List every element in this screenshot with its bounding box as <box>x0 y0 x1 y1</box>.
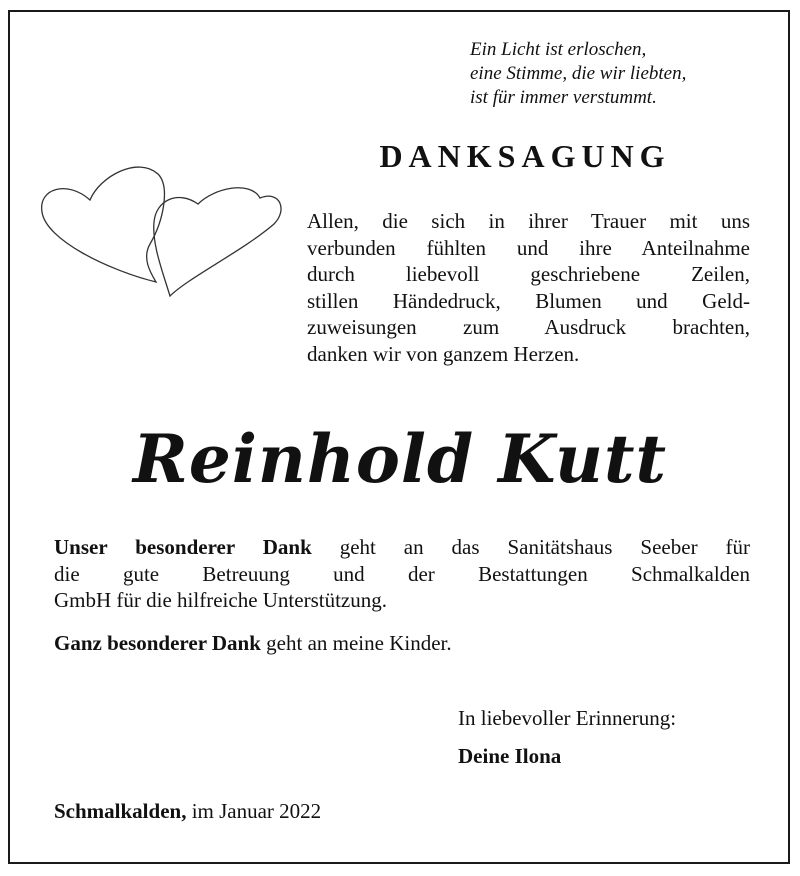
poem <box>470 38 770 110</box>
kids-thanks-rest: geht an meine Kinder. <box>260 631 452 655</box>
thanks-line: danken wir von ganzem Herzen. <box>307 341 580 366</box>
place-rest: im Januar 2022 <box>186 799 322 823</box>
kids-thanks-bold: Ganz besonderer Dank <box>54 631 261 655</box>
special-thanks <box>54 534 750 614</box>
special-thanks-line: die gute Betreuung und der Bestattungen Schmalkalden <box>54 561 750 586</box>
special-thanks-line: GmbH für die hilfreiche Unterstützung. <box>54 588 387 612</box>
special-thanks-rest: geht an das Sanitätshaus Seeber für <box>311 535 750 559</box>
poem-line: ist für immer verstummt. <box>470 87 657 108</box>
special-thanks-bold: Unser besonderer Dank <box>54 535 312 559</box>
thanks-line: zuweisungen zum Ausdruck brachten, <box>307 315 750 339</box>
place-bold: Schmalkalden, <box>54 799 187 823</box>
place-date <box>54 798 554 824</box>
signature: Deine Ilona <box>458 744 562 768</box>
heading: DANKSAGUNG <box>379 138 671 174</box>
kids-thanks <box>54 630 750 656</box>
thanks-line: Allen, die sich in ihrer Trauer mit uns <box>307 209 750 233</box>
special-thanks-line <box>54 534 750 561</box>
poem-line: eine Stimme, die wir liebten, <box>470 63 687 84</box>
two-hearts-icon <box>38 160 288 305</box>
memory-line: In liebevoller Erinnerung: <box>458 706 677 730</box>
thanks-line: stillen Händedruck, Blumen und Geld- <box>307 288 750 313</box>
thanks-line: durch liebevoll geschriebene Zeilen, <box>307 262 750 286</box>
poem-line: Ein Licht ist erloschen, <box>470 39 647 60</box>
deceased-name: Reinhold Kutt <box>133 420 667 498</box>
thanks-text <box>307 208 750 367</box>
thanks-line: verbunden fühlten und ihre Anteilnahme <box>307 235 750 260</box>
